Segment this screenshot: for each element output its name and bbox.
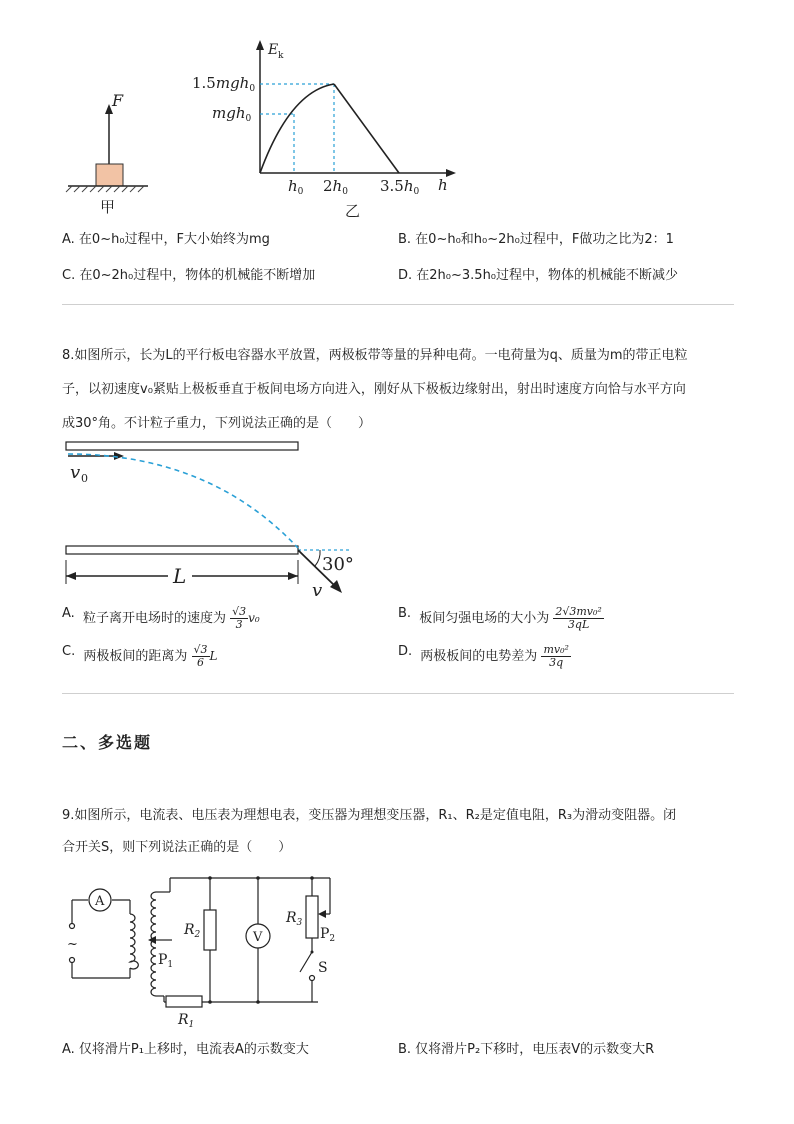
p1-sub: 1 (167, 960, 174, 970)
x-tick-3-coef: 3.5 (380, 177, 404, 195)
r1-sub: 1 (188, 1020, 195, 1030)
v-label: v (312, 580, 323, 601)
svg-text:mgh0 (212, 104, 252, 124)
q8-option-a-num: √3 (232, 605, 247, 618)
svg-text:3.5h0 (380, 177, 420, 197)
svg-text:P1 (158, 952, 173, 970)
q8-option-a-prefix: A. (62, 606, 75, 621)
q8-stem-line3: 成30°角。不计粒子重力，下列说法正确的是（ ） (62, 416, 372, 431)
r3-label: R (286, 910, 297, 926)
figure-capacitor (60, 436, 370, 606)
figure-yi-graph (180, 36, 470, 226)
r2-label: R (184, 922, 195, 938)
y-tick-1-sub: 0 (249, 84, 256, 94)
q8-option-b-den: 3qL (567, 618, 590, 632)
force-label: F (112, 91, 124, 110)
q8-option-a[interactable] (62, 606, 260, 631)
y-tick-1-sym: mgh (215, 74, 250, 92)
q7-option-c[interactable]: C. 在0~2h₀过程中，物体的机械能不断增加 (62, 268, 316, 283)
q8-option-b-text: 板间匀强电场的大小为 (419, 611, 550, 627)
svg-text:h0 (288, 177, 304, 197)
q8-option-a-tail: v₀ (248, 611, 260, 626)
x-tick-2-sym: h (332, 177, 343, 195)
q8-option-c-prefix: C. (62, 644, 76, 659)
q8-option-c-text: 两极板间的距离为 (83, 649, 188, 665)
q7-option-b[interactable]: B. 在0~h₀和h₀~2h₀过程中，F做功之比为2：1 (398, 232, 674, 247)
x-tick-1-sym: h (288, 177, 298, 195)
q8-option-d-den: 3q (549, 656, 564, 670)
y-tick-2-sym: mgh (212, 104, 246, 122)
q8-option-d-num: mv₀² (543, 643, 569, 656)
voltmeter-label: V (253, 930, 263, 945)
y-tick-1-coef: 1.5 (192, 74, 216, 92)
angle-label: 30° (322, 554, 354, 575)
x-tick-3-sub: 0 (413, 187, 420, 197)
p1-label: P (158, 952, 168, 968)
svg-text:R1 (177, 1012, 194, 1030)
length-label: L (173, 564, 187, 588)
q8-option-b-fraction (553, 606, 603, 631)
q8-stem-line1: 8.如图所示，长为L的平行板电容器水平放置，两极板带等量的异种电荷。一电荷量为q、质量为m的带正电粒 (62, 348, 688, 363)
svg-text:2h0 (323, 177, 348, 197)
q8-option-d-prefix: D. (398, 644, 413, 659)
svg-text:R3 (285, 910, 303, 928)
svg-text:1.5mgh0 (192, 74, 255, 94)
q8-option-d-text: 两极板间的电势差为 (420, 649, 538, 665)
p2-label: P (320, 926, 330, 942)
caption-jia: 甲 (100, 198, 116, 216)
y-axis-label: E (268, 42, 279, 58)
q8-option-c-fraction (192, 644, 210, 669)
p2-sub: 2 (329, 934, 336, 944)
v0-sub: 0 (81, 472, 88, 485)
q8-option-b[interactable] (398, 606, 604, 631)
q8-option-a-text: 粒子离开电场时的速度为 (82, 611, 226, 627)
source-label: ~ (67, 937, 78, 952)
x-tick-2-sub: 0 (342, 187, 348, 197)
q9-stem-line2: 合开关S，则下列说法正确的是（ ） (62, 840, 292, 855)
x-axis-label: h (438, 176, 448, 194)
section-title: 二、多选题 (62, 733, 153, 752)
q8-option-d[interactable] (398, 644, 571, 669)
divider (62, 693, 734, 694)
y-tick-2-sub: 0 (245, 114, 252, 124)
figure-jia (60, 86, 160, 216)
q8-option-c-tail: L (209, 649, 218, 664)
q7-option-a[interactable]: A. 在0~h₀过程中，F大小始终为mg (62, 232, 270, 247)
q9-option-b[interactable]: B. 仅将滑片P₂下移时，电压表V的示数变大R (398, 1042, 655, 1057)
divider (62, 304, 734, 305)
x-tick-1-sub: 0 (297, 187, 304, 197)
figure-circuit (60, 868, 360, 1038)
r3-sub: 3 (296, 918, 303, 928)
q8-stem-line2: 子，以初速度v₀紧贴上极板垂直于板间电场方向进入，刚好从下极板边缘射出，射出时速度方向恰与水平方向 (62, 382, 686, 397)
q8-option-c-num: √3 (193, 643, 208, 656)
q9-option-a[interactable]: A. 仅将滑片P₁上移时，电流表A的示数变大 (62, 1042, 309, 1057)
q8-option-a-fraction (230, 606, 248, 631)
v0-label: v (70, 462, 81, 483)
r2-sub: 2 (194, 930, 201, 940)
q7-option-d[interactable]: D. 在2h₀~3.5h₀过程中，物体的机械能不断减少 (398, 268, 679, 283)
r1-label: R (178, 1012, 189, 1028)
switch-label: S (318, 960, 328, 976)
caption-yi: 乙 (345, 202, 361, 220)
q9-stem-line1: 9.如图所示，电流表、电压表为理想电表，变压器为理想变压器，R₁、R₂是定值电阻，R₃为滑动变阻器。闭 (62, 808, 677, 823)
q8-option-b-prefix: B. (398, 606, 412, 621)
q8-option-c[interactable] (62, 644, 218, 669)
q8-option-a-den: 3 (235, 618, 243, 632)
q8-option-d-fraction (541, 644, 570, 669)
svg-text:R2 (183, 922, 201, 940)
y-axis-sub: k (278, 51, 284, 61)
x-tick-2-coef: 2 (323, 177, 333, 195)
q8-option-b-num: 2√3mv₀² (555, 605, 602, 618)
x-tick-3-sym: h (403, 177, 414, 195)
svg-text:P2 (320, 926, 335, 944)
q8-option-c-den: 6 (197, 656, 205, 670)
ammeter-label: A (95, 894, 105, 909)
